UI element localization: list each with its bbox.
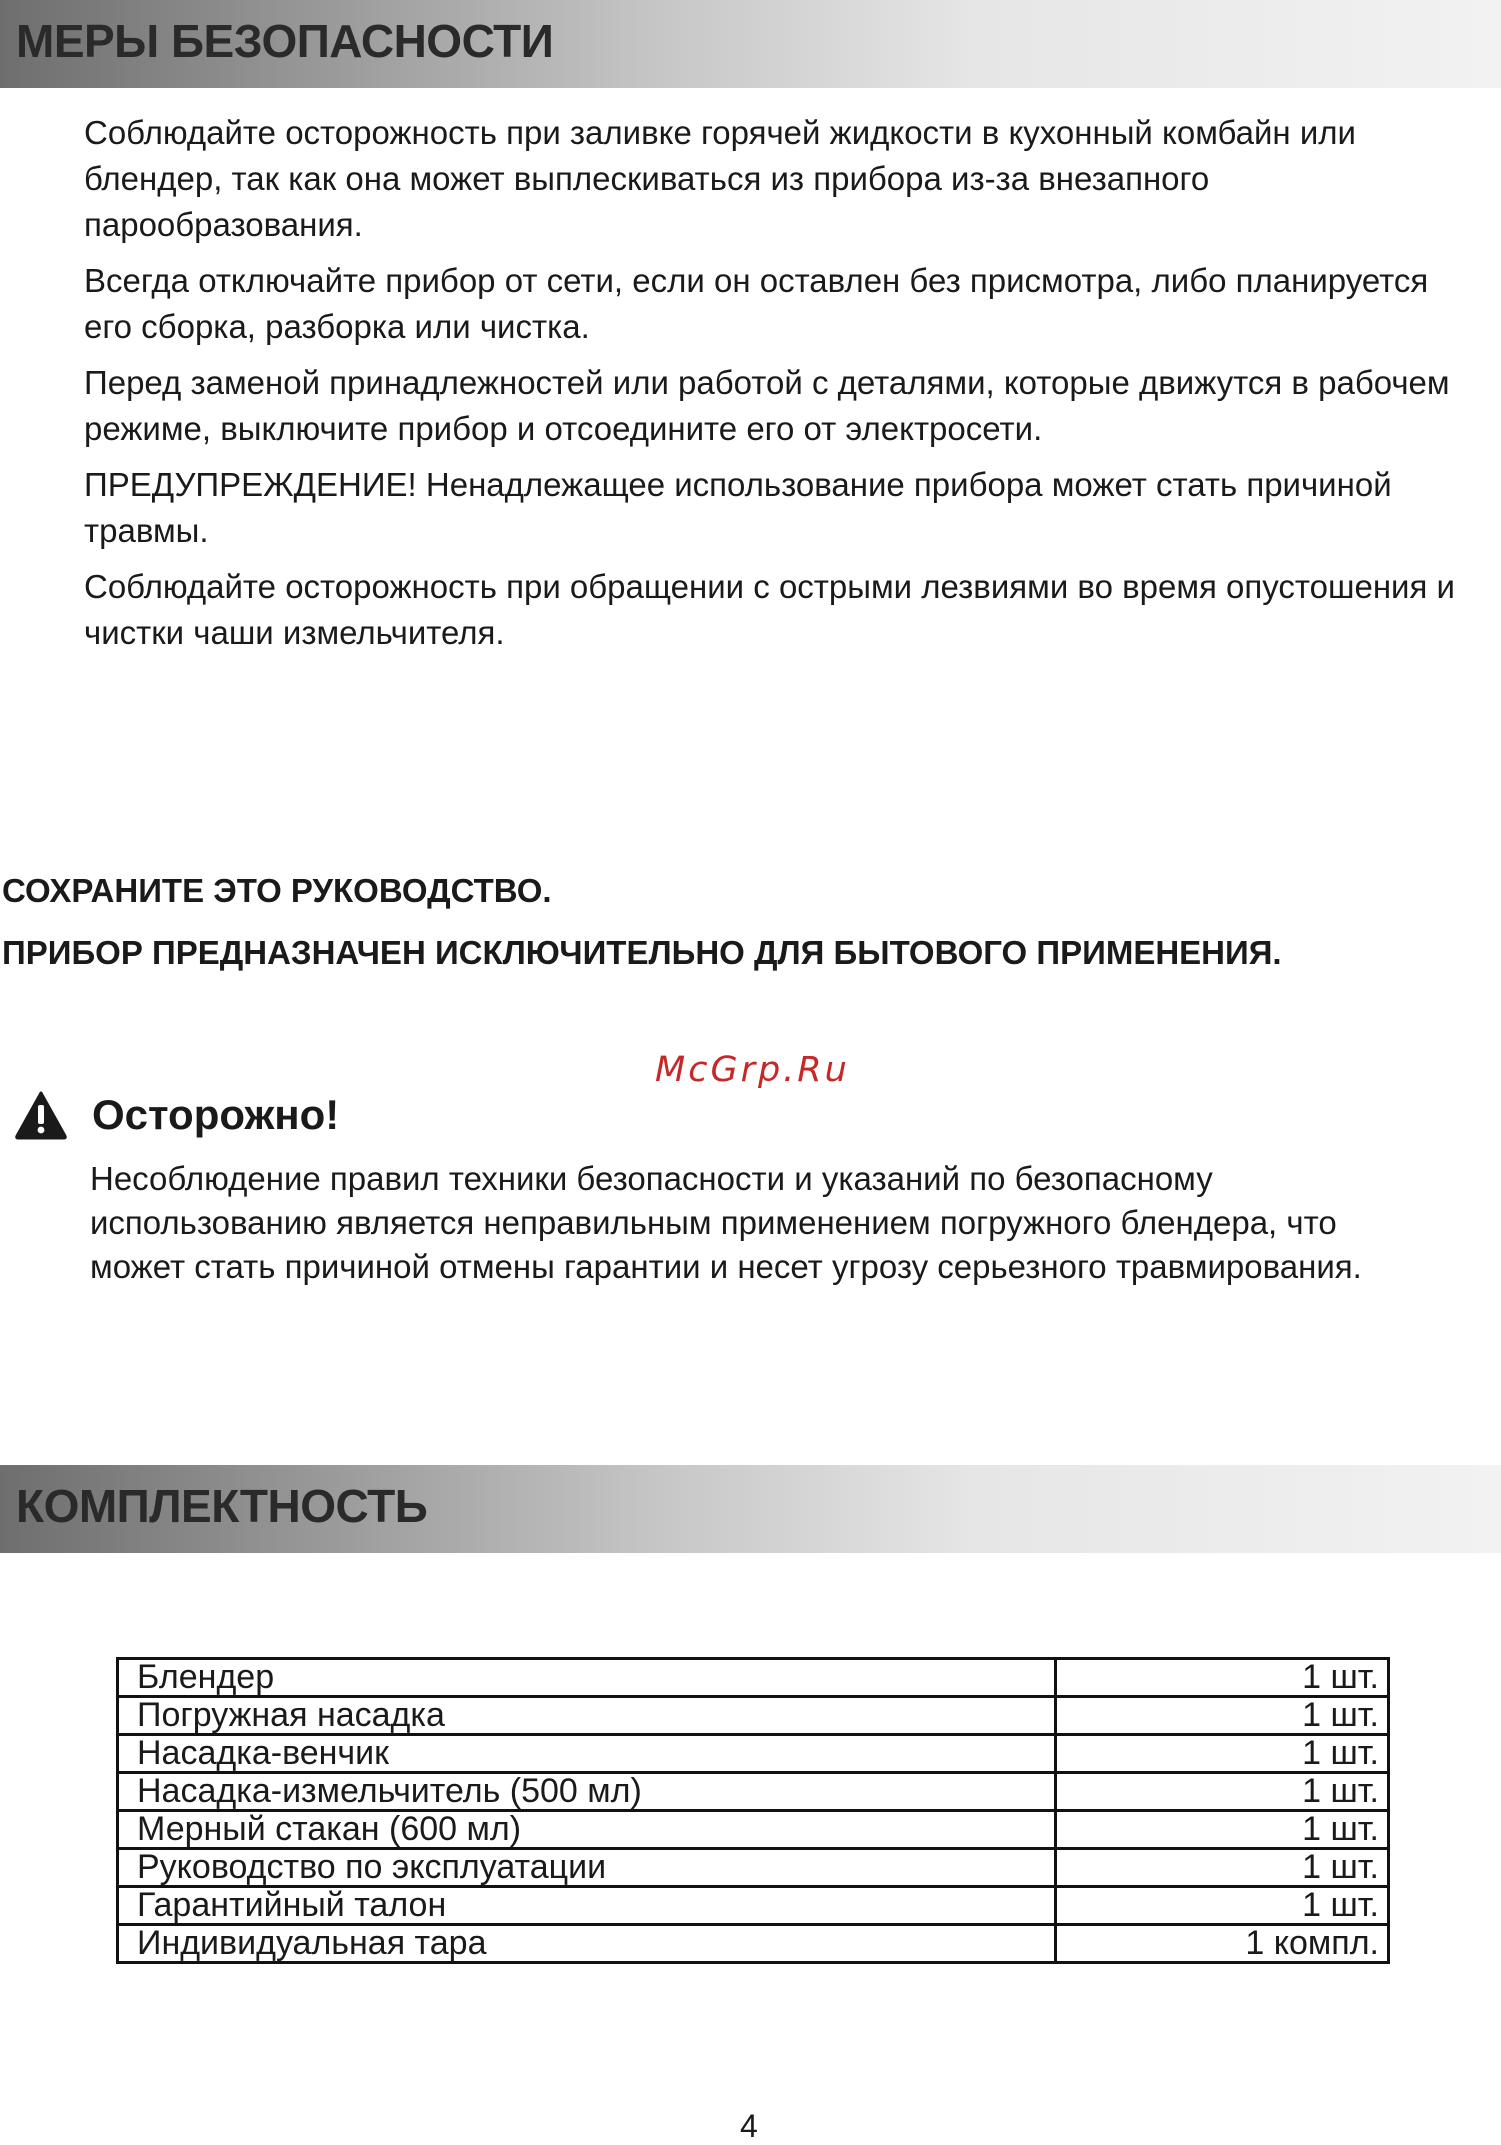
item-name-cell: Погружная насадка	[118, 1697, 1056, 1735]
notice-line-save-manual: СОХРАНИТЕ ЭТО РУКОВОДСТВО.	[2, 872, 552, 909]
safety-paragraph: Перед заменой принадлежностей или работой с деталями, которые движутся в рабочем режиме, выключите прибор и отсоедините его от электросети.	[84, 364, 1450, 447]
safety-paragraph: ПРЕДУПРЕЖДЕНИЕ! Ненадлежащее использование прибора может стать причиной травмы.	[84, 466, 1392, 549]
item-name-cell: Мерный стакан (600 мл)	[118, 1811, 1056, 1849]
item-qty-cell: 1 шт.	[1056, 1659, 1389, 1697]
table-row	[118, 1811, 1389, 1849]
item-qty-cell: 1 компл.	[1056, 1925, 1389, 1963]
kit-section-header	[0, 1465, 1501, 1553]
item-qty-cell: 1 шт.	[1056, 1887, 1389, 1925]
safety-paragraph: Соблюдайте осторожность при заливке горячей жидкости в кухонный комбайн или блендер, так как она может выплескиваться из прибора из-за внезапного парообразования.	[84, 114, 1356, 243]
table-row	[118, 1887, 1389, 1925]
item-qty-cell: 1 шт.	[1056, 1773, 1389, 1811]
kit-section-title: КОМПЛЕКТНОСТЬ	[16, 1480, 428, 1532]
page-number: 4	[740, 2108, 758, 2144]
table-row	[118, 1735, 1389, 1773]
caution-text: Несоблюдение правил техники безопасности и указаний по безопасному использованию является неправильным применением погружного блендера, что может стать причиной отмены гарантии и несет угрозу серьезного травмирования.	[90, 1160, 1362, 1285]
item-name-cell: Насадка-венчик	[118, 1735, 1056, 1773]
notice-line-household-use: ПРИБОР ПРЕДНАЗНАЧЕН ИСКЛЮЧИТЕЛЬНО ДЛЯ БЫТОВОГО ПРИМЕНЕНИЯ.	[2, 934, 1282, 971]
caution-block	[14, 1085, 1454, 1289]
kit-contents-table	[116, 1657, 1390, 1964]
item-qty-cell: 1 шт.	[1056, 1811, 1389, 1849]
safety-instructions	[84, 110, 1464, 666]
item-name-cell: Насадка-измельчитель (500 мл)	[118, 1773, 1056, 1811]
safety-section-title: МЕРЫ БЕЗОПАСНОСТИ	[16, 15, 554, 67]
item-name-cell: Руководство по эксплуатации	[118, 1849, 1056, 1887]
item-qty-cell: 1 шт.	[1056, 1849, 1389, 1887]
keep-manual-notice	[2, 860, 1452, 984]
item-name-cell: Гарантийный талон	[118, 1887, 1056, 1925]
safety-paragraph: Соблюдайте осторожность при обращении с острыми лезвиями во время опустошения и чистки чаши измельчителя.	[84, 568, 1455, 651]
warning-triangle-icon	[14, 1090, 68, 1140]
table-row	[118, 1925, 1389, 1963]
item-name-cell: Блендер	[118, 1659, 1056, 1697]
item-qty-cell: 1 шт.	[1056, 1735, 1389, 1773]
safety-paragraph: Всегда отключайте прибор от сети, если он оставлен без присмотра, либо планируется его сборка, разборка или чистка.	[84, 262, 1429, 345]
table-row	[118, 1773, 1389, 1811]
table-row	[118, 1697, 1389, 1735]
caution-title: Осторожно!	[92, 1091, 340, 1138]
item-qty-cell: 1 шт.	[1056, 1697, 1389, 1735]
table-row	[118, 1849, 1389, 1887]
watermark-text: McGrp.Ru	[655, 1050, 850, 1090]
table-row	[118, 1659, 1389, 1697]
item-name-cell: Индивидуальная тара	[118, 1925, 1056, 1963]
safety-section-header	[0, 0, 1501, 88]
